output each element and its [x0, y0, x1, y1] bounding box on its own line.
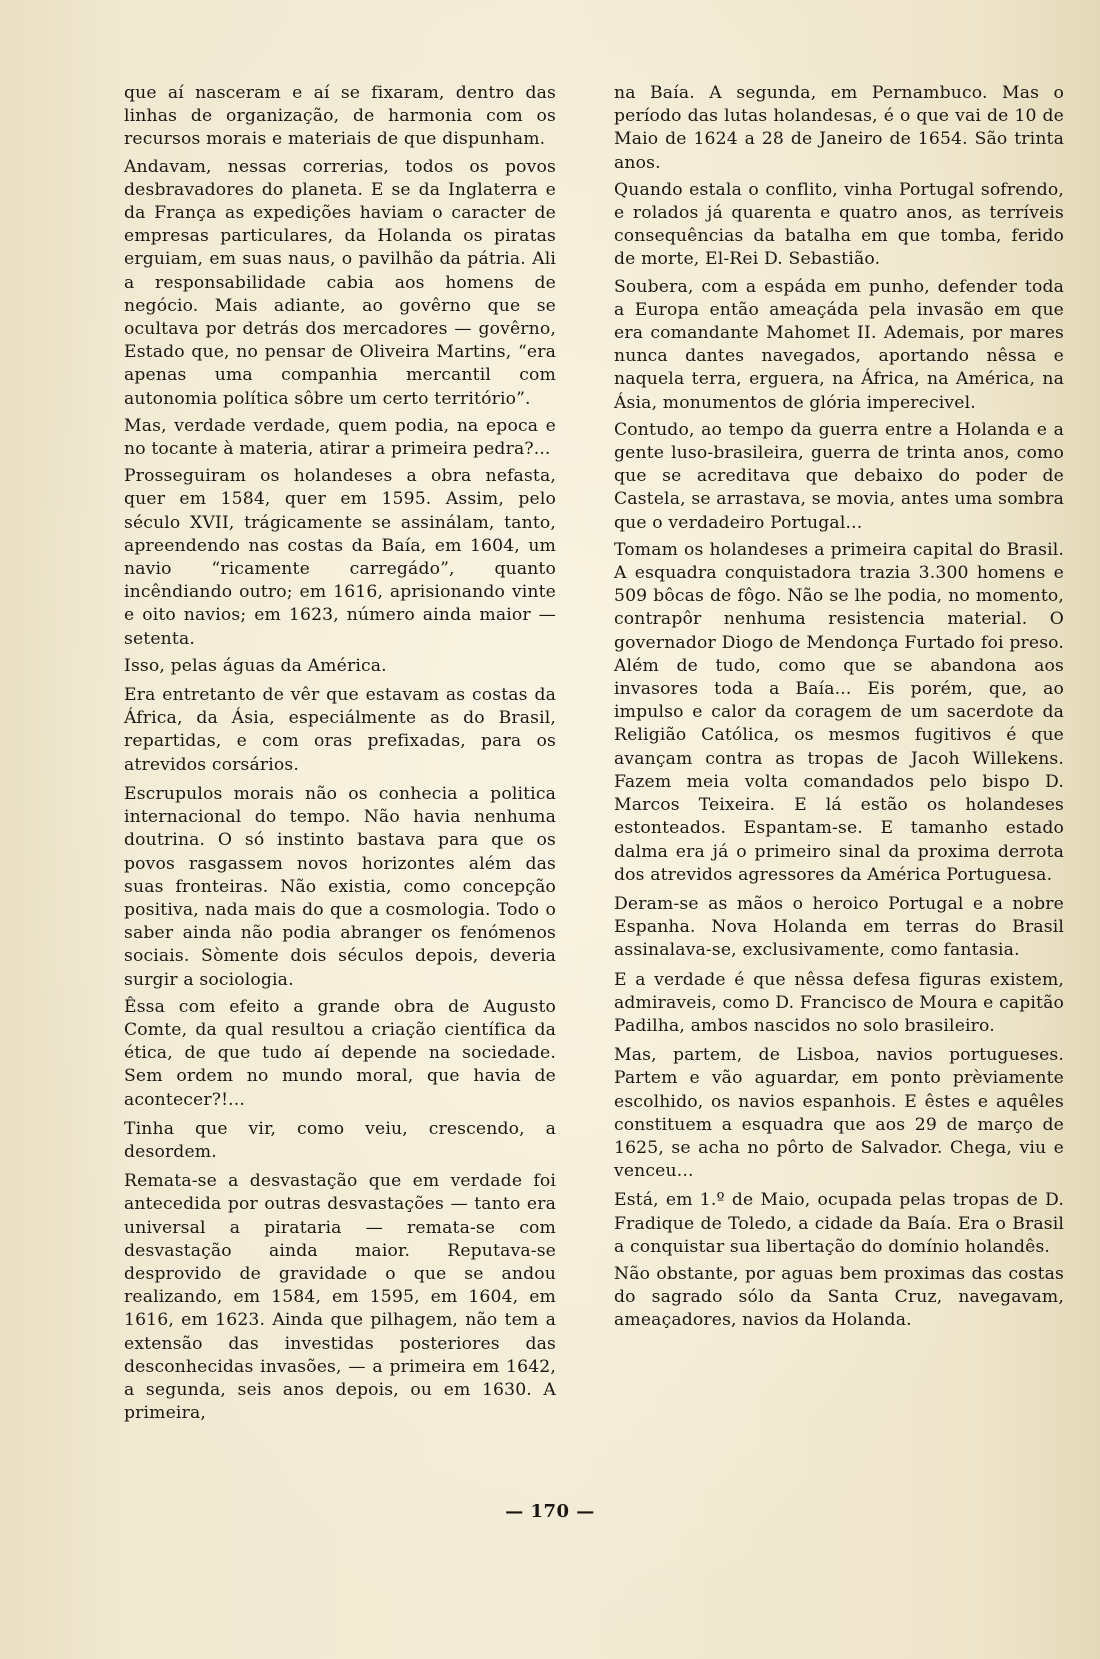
- paragraph: Contudo, ao tempo da guerra entre a Holanda e a gente luso-brasileira, guerra de trinta anos, como que se acreditava que debaixo do poder de Castela, se arrastava, se movia, antes uma sombra que o verdadeiro Portugal...: [614, 419, 1064, 533]
- paragraph: Mas, partem, de Lisboa, navios portugueses. Partem e vão aguardar, em ponto prèviamente escolhido, os navios espanhois. E êstes e aquêles constituem a esquadra que aos 29 de março de 1625, se acha no pôrto de Salvador. Chega, viu e venceu...: [614, 1045, 1064, 1182]
- paragraph: Andavam, nessas correrias, todos os povos desbravadores do planeta. E se da Inglaterra e da França as expedições haviam o caracter de empresas particulares, da Holanda os piratas erguiam, em suas naus, o pavilhão da pátria. Ali a responsabilidade cabia aos homens de negócio. Mais adiante, ao govêrno que se ocultava por detrás dos mercadores — govêrno, Estado que, no pensar de Oliveira Martins, “era apenas uma companhia mercantil com autonomia política sôbre um certo território”.: [124, 156, 556, 409]
- paragraph: Prosseguiram os holandeses a obra nefasta, quer em 1584, quer em 1595. Assim, pelo século XVII, trágicamente se assinálam, tanto, apreendendo nas costas da Baía, em 1604, um navio “ricamente carregádo”, quanto incêndiando outro; em 1616, aprisionando vinte e oito navios; em 1623, número ainda maior — setenta.: [124, 466, 556, 649]
- paragraph: Tomam os holandeses a primeira capital do Brasil. A esquadra conquistadora trazia 3.300 homens e 509 bôcas de fôgo. Não se lhe podia, no momento, contrapôr nenhuma resistencia material. O governador Diogo de Mendonça Furtado foi preso. Além de tudo, como que se abandona aos invasores toda a Baía... Eis porém, que, ao impulso e calor da coragem de um sacerdote da Religião Católica, os mesmos fugitivos é que avançam contra as tropas de Jacoh Willekens. Fazem meia volta comandados pelo bispo D. Marcos Teixeira. E lá estão os holandeses estonteados. Espantam-se. E tamanho estado dalma era já o primeiro sinal da proxima derrota dos atrevidos agressores da América Portuguesa.: [614, 539, 1064, 885]
- paragraph: Tinha que vir, como veiu, crescendo, a desordem.: [124, 1118, 556, 1162]
- paragraph: Isso, pelas águas da América.: [124, 655, 387, 676]
- paragraph: Está, em 1.º de Maio, ocupada pelas tropas de D. Fradique de Toledo, a cidade da Baía. Era o Brasil a conquistar sua libertação do domínio holandês.: [614, 1190, 1064, 1257]
- paragraph: que aí nasceram e aí se fixaram, dentro das linhas de organização, de harmonia com os recursos morais e materiais de que dispunham.: [124, 83, 556, 150]
- paragraph: Soubera, com a espáda em punho, defender toda a Europa então ameaçáda pela invasão em que era comandante Mahomet II. Ademais, por mares nunca dantes navegados, aportando nêssa e naquela terra, erguera, na África, na América, na Ásia, monumentos de glória imperecivel.: [614, 276, 1064, 413]
- paragraph: na Baía. A segunda, em Pernambuco. Mas o período das lutas holandesas, é o que vai de 10 de Maio de 1624 a 28 de Janeiro de 1654. São trinta anos.: [614, 83, 1064, 173]
- paragraph: Mas, verdade verdade, quem podia, na epoca e no tocante à materia, atirar a primeira pedra?...: [124, 415, 556, 460]
- paragraph: Deram-se as mãos o heroico Portugal e a nobre Espanha. Nova Holanda em terras do Brasil assinalava-se, exclusivamente, como fantasia.: [614, 893, 1064, 961]
- paragraph: Não obstante, por aguas bem proximas das costas do sagrado sólo da Santa Cruz, navegavam, ameaçadores, navios da Holanda.: [614, 1263, 1064, 1331]
- left-column: [124, 82, 556, 1429]
- paragraph: Êssa com efeito a grande obra de Augusto Comte, da qual resultou a criação científica da ética, de que tudo aí depende na sociedade. Sem ordem no mundo moral, que havia de acontecer?!...: [124, 996, 556, 1110]
- paragraph: Remata-se a desvastação que em verdade foi antecedida por outras desvastações — tanto era universal a pirataria — remata-se com desvastação ainda maior. Reputava-se desprovido de gravidade o que se andou realizando, em 1584, em 1595, em 1604, em 1616, em 1623. Ainda que pilhagem, não tem a extensão das investidas posteriores das desconhecidas invasões, — a primeira em 1642, a segunda, seis anos depois, ou em 1630. A primeira,: [124, 1171, 556, 1424]
- paragraph: Era entretanto de vêr que estavam as costas da África, da Ásia, especiálmente as do Brasil, repartidas, e com oras prefixadas, para os atrevidos corsários.: [124, 685, 556, 775]
- right-column: [614, 82, 1064, 1337]
- page-number: — 170 —: [505, 1501, 595, 1522]
- paragraph: Quando estala o conflito, vinha Portugal sofrendo, e rolados já quarenta e quatro anos, as terríveis consequências da batalha em que tomba, ferido de morte, El-Rei D. Sebastião.: [614, 179, 1064, 270]
- paragraph: E a verdade é que nêssa defesa figuras existem, admiraveis, como D. Francisco de Moura e capitão Padilha, ambos nascidos no solo brasileiro.: [614, 969, 1064, 1036]
- paragraph: Escrupulos morais não os conhecia a politica internacional do tempo. Não havia nenhuma doutrina. O só instinto bastava para que os povos rasgassem novos horizontes além das suas fronteiras. Não existia, como concepção positiva, nada mais do que a cosmologia. Todo o saber ainda não podia abranger os fenómenos sociais. Sòmente dois séculos depois, deveria surgir a sociologia.: [124, 783, 556, 990]
